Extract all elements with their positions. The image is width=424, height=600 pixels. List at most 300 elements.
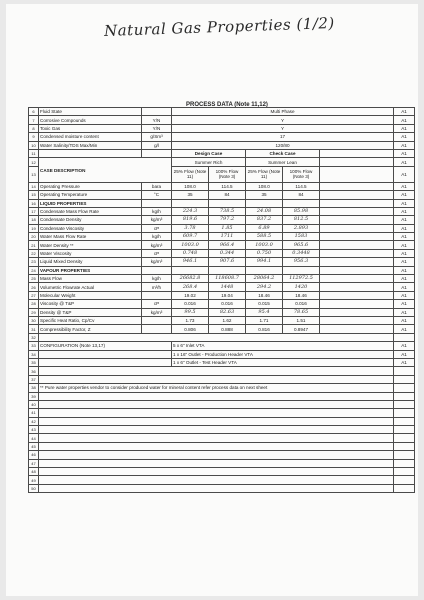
value-cell: 84 [209, 191, 246, 199]
row-label: Fluid State [39, 108, 142, 116]
table-row [29, 316, 415, 324]
row-unit: kg/m³ [142, 216, 172, 224]
rev-cell: A1 [394, 108, 415, 116]
table-row [29, 249, 415, 257]
row-number: 11 [29, 149, 39, 157]
row-number: 23 [29, 258, 39, 266]
cell [394, 451, 415, 459]
cell [39, 367, 394, 375]
cell [39, 375, 394, 383]
value-cell: 84 [283, 191, 320, 199]
row-unit [142, 108, 172, 116]
table-row [29, 468, 415, 476]
table-row [29, 400, 415, 408]
value-cell: 1.85 [209, 224, 246, 232]
config-label [39, 358, 172, 366]
table-row [29, 434, 415, 442]
row-label: Corrosive Compounds [39, 116, 142, 124]
cell [39, 484, 394, 492]
cell [320, 166, 394, 182]
cell [394, 459, 415, 467]
table-row [29, 275, 415, 283]
row-number: 20 [29, 233, 39, 241]
rev-cell: A1 [394, 308, 415, 316]
table-row [29, 124, 415, 132]
row-number: 21 [29, 241, 39, 249]
table-row [29, 191, 415, 199]
table-row [29, 375, 415, 383]
value-cell: 1420 [283, 283, 320, 291]
value-cell: 0.016 [209, 300, 246, 308]
row-value: Y [172, 124, 394, 132]
cell [39, 400, 394, 408]
table-title: PROCESS DATA (Note 11,12) [186, 102, 268, 108]
cell [320, 216, 394, 224]
value-cell: 268.4 [172, 283, 209, 291]
row-label: Specific Heat Ratio, Cp/Cv [39, 316, 142, 324]
cell [142, 149, 172, 157]
cell [39, 426, 394, 434]
table-row [29, 300, 415, 308]
rev-cell: A1 [394, 199, 415, 207]
value-cell: 2.893 [283, 224, 320, 232]
value-cell: 812.5 [283, 216, 320, 224]
value-cell: 819.6 [172, 216, 209, 224]
rev-cell: A1 [394, 158, 415, 166]
value-cell: 1583 [283, 233, 320, 241]
cell [394, 400, 415, 408]
table-row [29, 459, 415, 467]
row-unit: kg/h [142, 207, 172, 215]
cell [320, 275, 394, 283]
value-cell: 0.806 [172, 325, 209, 333]
value-cell: 0.8947 [283, 325, 320, 333]
value-cell: 0.816 [246, 325, 283, 333]
value-cell: 1.73 [172, 316, 209, 324]
row-number: 29 [29, 308, 39, 316]
row-unit: kg/h [142, 233, 172, 241]
row-unit [142, 199, 172, 207]
value-cell: 1.62 [209, 316, 246, 324]
value-cell: 112972.5 [283, 275, 320, 283]
cell [39, 442, 394, 450]
row-number: 40 [29, 400, 39, 408]
row-label: Water Salinity/TDS Max/Min [39, 141, 142, 149]
table-row [29, 116, 415, 124]
cell [394, 375, 415, 383]
row-number: 50 [29, 484, 39, 492]
table-row [29, 224, 415, 232]
table-row [29, 182, 415, 190]
row-label: Compressibility Factor, Z [39, 325, 142, 333]
value-cell [246, 266, 283, 274]
value-cell: 19.04 [209, 291, 246, 299]
row-number: 18 [29, 216, 39, 224]
value-cell: 294.2 [246, 283, 283, 291]
cell [320, 233, 394, 241]
row-number: 10 [29, 141, 39, 149]
row-number: 28 [29, 300, 39, 308]
flow-column-header: 100% Flow (Note 3) [209, 166, 246, 182]
row-value: Multi Phase [172, 108, 394, 116]
value-cell: 114.5 [209, 182, 246, 190]
process-data-table [28, 107, 415, 493]
rev-cell: A1 [394, 116, 415, 124]
value-cell: 118608.7 [209, 275, 246, 283]
config-value: 1 x 16" Outlet - Production Header VTA [172, 350, 394, 358]
value-cell: 18.46 [283, 291, 320, 299]
table-row [29, 233, 415, 241]
row-number: 14 [29, 182, 39, 190]
value-cell: 35 [172, 191, 209, 199]
check-case-sub: Summer Lean [246, 158, 320, 166]
cell [39, 417, 394, 425]
rev-cell: A1 [394, 133, 415, 141]
rev-cell: A1 [394, 350, 415, 358]
rev-cell: A1 [394, 249, 415, 257]
flow-column-header: 25% Flow (Note 11) [172, 166, 209, 182]
cell [394, 417, 415, 425]
row-unit [142, 291, 172, 299]
rev-cell: A1 [394, 316, 415, 324]
value-cell: 1.71 [246, 316, 283, 324]
table-row [29, 476, 415, 484]
row-value: 17 [172, 133, 394, 141]
table-row [29, 258, 415, 266]
rev-cell: A1 [394, 191, 415, 199]
value-cell: 0.016 [172, 300, 209, 308]
table-row [29, 308, 415, 316]
rev-cell: A1 [394, 258, 415, 266]
row-number: 8 [29, 124, 39, 132]
value-cell: 99.5 [172, 308, 209, 316]
cell [39, 149, 142, 157]
row-label: Condensed moisture content [39, 133, 142, 141]
value-cell: 95.4 [246, 308, 283, 316]
cell [320, 258, 394, 266]
row-unit: °C [142, 191, 172, 199]
value-cell [209, 199, 246, 207]
cell [394, 442, 415, 450]
row-label: Condensate Mass Flow Rate [39, 207, 142, 215]
cell [320, 249, 394, 257]
row-label: Mass Flow [39, 275, 142, 283]
table-row [29, 333, 415, 341]
value-cell: 837.2 [246, 216, 283, 224]
flow-column-header: 100% Flow (Note 3) [283, 166, 320, 182]
cell [394, 409, 415, 417]
row-number: 41 [29, 409, 39, 417]
row-label: Water Viscosity [39, 249, 142, 257]
row-value: Y [172, 116, 394, 124]
row-unit: kg/m³ [142, 308, 172, 316]
cell [394, 434, 415, 442]
value-cell [209, 266, 246, 274]
row-number: 25 [29, 275, 39, 283]
value-cell: 19.02 [172, 291, 209, 299]
row-number: 36 [29, 367, 39, 375]
cell [320, 325, 394, 333]
value-cell: 907.6 [209, 258, 246, 266]
row-value: 120/80 [172, 141, 394, 149]
row-number: 31 [29, 325, 39, 333]
table-row [29, 108, 415, 116]
row-unit: bara [142, 182, 172, 190]
cell [320, 300, 394, 308]
note-row [29, 384, 415, 392]
table-row [29, 451, 415, 459]
value-cell: 26682.8 [172, 275, 209, 283]
row-number: 26 [29, 283, 39, 291]
section-header: VAPOUR PROPERTIES [39, 266, 142, 274]
table-row [29, 325, 415, 333]
row-number: 48 [29, 468, 39, 476]
cell [394, 392, 415, 400]
row-number: 47 [29, 459, 39, 467]
value-cell [172, 266, 209, 274]
row-label: Molecular Weight [39, 291, 142, 299]
table-row [29, 409, 415, 417]
row-number: 43 [29, 426, 39, 434]
value-cell: 6.89 [246, 224, 283, 232]
row-number: 9 [29, 133, 39, 141]
rev-cell: A1 [394, 283, 415, 291]
cell [320, 283, 394, 291]
config-value: 1 x 6" Outlet - Test Header VTA [172, 358, 394, 366]
value-cell: 85.98 [283, 207, 320, 215]
cell [394, 476, 415, 484]
handwritten-title: Natural Gas Properties (1/2) [103, 13, 336, 41]
value-cell: 0.750 [246, 249, 283, 257]
table-row [29, 266, 415, 274]
cell [394, 484, 415, 492]
value-cell: 114.5 [283, 182, 320, 190]
rev-cell: A1 [394, 166, 415, 182]
value-cell: 24.08 [246, 207, 283, 215]
row-number: 46 [29, 451, 39, 459]
rev-cell: A1 [394, 291, 415, 299]
cell [39, 451, 394, 459]
cell [39, 476, 394, 484]
row-number: 42 [29, 417, 39, 425]
row-unit [142, 266, 172, 274]
row-unit: cP [142, 249, 172, 257]
row-unit: Y/N [142, 116, 172, 124]
row-unit [142, 325, 172, 333]
value-cell: 738.5 [209, 207, 246, 215]
rev-cell: A1 [394, 325, 415, 333]
row-number: 32 [29, 333, 39, 341]
design-case-sub: Summer Rich [172, 158, 246, 166]
row-label: Liquid Mixed Density [39, 258, 142, 266]
row-number: 13 [29, 166, 39, 182]
row-unit: cP [142, 300, 172, 308]
config-label: CONFIGURATION (Note 13,17) [39, 342, 172, 350]
table-row [29, 133, 415, 141]
row-unit: g/l [142, 141, 172, 149]
rev-cell: A1 [394, 207, 415, 215]
row-number: 17 [29, 207, 39, 215]
value-cell: 108.0 [172, 182, 209, 190]
value-cell: 965.6 [283, 241, 320, 249]
cell [39, 392, 394, 400]
cell [320, 182, 394, 190]
row-number: 49 [29, 476, 39, 484]
rev-cell: A1 [394, 141, 415, 149]
case-header-row [29, 158, 415, 166]
table-row [29, 426, 415, 434]
table-row [29, 442, 415, 450]
value-cell: 0.3448 [283, 249, 320, 257]
row-unit: g/Sm³ [142, 133, 172, 141]
table-row [29, 358, 415, 366]
value-cell: 1.51 [283, 316, 320, 324]
cell [394, 367, 415, 375]
rev-cell: A1 [394, 149, 415, 157]
rev-cell: A1 [394, 241, 415, 249]
row-label: Operating Pressure [39, 182, 142, 190]
row-label: Condensate Density [39, 216, 142, 224]
rev-cell: A1 [394, 300, 415, 308]
row-label: Operating Temperature [39, 191, 142, 199]
row-label: Water Density ** [39, 241, 142, 249]
cell [320, 158, 394, 166]
value-cell: 3.78 [172, 224, 209, 232]
cell [320, 241, 394, 249]
row-number: 27 [29, 291, 39, 299]
row-number: 19 [29, 224, 39, 232]
rev-cell: A1 [394, 233, 415, 241]
value-cell: 82.63 [209, 308, 246, 316]
value-cell: 609.7 [172, 233, 209, 241]
row-label: Volumetric Flowrate Actual [39, 283, 142, 291]
flow-column-header: 25% Flow (Note 11) [246, 166, 283, 182]
value-cell [246, 199, 283, 207]
value-cell: 0.748 [172, 249, 209, 257]
cell [39, 434, 394, 442]
table-row [29, 291, 415, 299]
table-row [29, 350, 415, 358]
row-number: 16 [29, 199, 39, 207]
row-number: 22 [29, 249, 39, 257]
row-number: 15 [29, 191, 39, 199]
note-text: ** Pure water properties vendor to consider produced water for mineral content refer process data on next sheet [39, 384, 394, 392]
value-cell: 0.888 [209, 325, 246, 333]
row-number: 24 [29, 266, 39, 274]
check-case-header: Check Case [246, 149, 320, 157]
case-header-row [29, 149, 415, 157]
row-number: 34 [29, 350, 39, 358]
value-cell: 994.1 [246, 258, 283, 266]
section-header: LIQUID PROPERTIES [39, 199, 142, 207]
cell [320, 207, 394, 215]
cell [320, 266, 394, 274]
row-unit: kg/m³ [142, 258, 172, 266]
row-number: 30 [29, 316, 39, 324]
row-unit: Y/N [142, 124, 172, 132]
row-unit: m³/h [142, 283, 172, 291]
value-cell: 18.46 [246, 291, 283, 299]
cell [39, 409, 394, 417]
table-row [29, 199, 415, 207]
value-cell [283, 266, 320, 274]
value-cell: 0.015 [246, 300, 283, 308]
row-unit: kg/m³ [142, 241, 172, 249]
value-cell: 1003.0 [172, 241, 209, 249]
cell [39, 333, 394, 341]
value-cell: 1711 [209, 233, 246, 241]
row-number: 37 [29, 375, 39, 383]
row-number: 6 [29, 108, 39, 116]
row-number: 12 [29, 158, 39, 166]
row-number: 7 [29, 116, 39, 124]
value-cell: 78.65 [283, 308, 320, 316]
value-cell: 946.1 [172, 258, 209, 266]
cell [320, 308, 394, 316]
table-row [29, 241, 415, 249]
cell [320, 224, 394, 232]
cell [39, 468, 394, 476]
row-number: 45 [29, 442, 39, 450]
table-row [29, 367, 415, 375]
row-label: Toxic Gas [39, 124, 142, 132]
value-cell: 797.2 [209, 216, 246, 224]
rev-cell: A1 [394, 224, 415, 232]
row-unit: kg/h [142, 275, 172, 283]
row-number: 39 [29, 392, 39, 400]
design-case-header: Design Case [172, 149, 246, 157]
config-label [39, 350, 172, 358]
row-label: Condensate Viscosity [39, 224, 142, 232]
row-label: Viscosity @ T&P [39, 300, 142, 308]
rev-cell: A1 [394, 124, 415, 132]
rev-cell: A1 [394, 182, 415, 190]
value-cell [172, 199, 209, 207]
table-row [29, 484, 415, 492]
rev-cell: A1 [394, 358, 415, 366]
table-row [29, 216, 415, 224]
table-row [29, 283, 415, 291]
row-label: Water Mass Flow Rate [39, 233, 142, 241]
table-row [29, 207, 415, 215]
cell [394, 468, 415, 476]
cell [320, 199, 394, 207]
value-cell: 28064.2 [246, 275, 283, 283]
rev-cell: A1 [394, 275, 415, 283]
value-cell: 224.3 [172, 207, 209, 215]
cell [320, 149, 394, 157]
cell [394, 384, 415, 392]
value-cell: 0.344 [209, 249, 246, 257]
cell [320, 291, 394, 299]
row-number: 44 [29, 434, 39, 442]
value-cell: 1448 [209, 283, 246, 291]
value-cell: 108.0 [246, 182, 283, 190]
value-cell: 588.5 [246, 233, 283, 241]
row-label: Density @ T&P [39, 308, 142, 316]
cell [394, 426, 415, 434]
row-unit: cP [142, 224, 172, 232]
table-row [29, 141, 415, 149]
table-row [29, 342, 415, 350]
cell [320, 191, 394, 199]
value-cell: 35 [246, 191, 283, 199]
cell [394, 333, 415, 341]
table-row [29, 392, 415, 400]
value-cell: 956.3 [283, 258, 320, 266]
cell [320, 316, 394, 324]
value-cell: 0.016 [283, 300, 320, 308]
